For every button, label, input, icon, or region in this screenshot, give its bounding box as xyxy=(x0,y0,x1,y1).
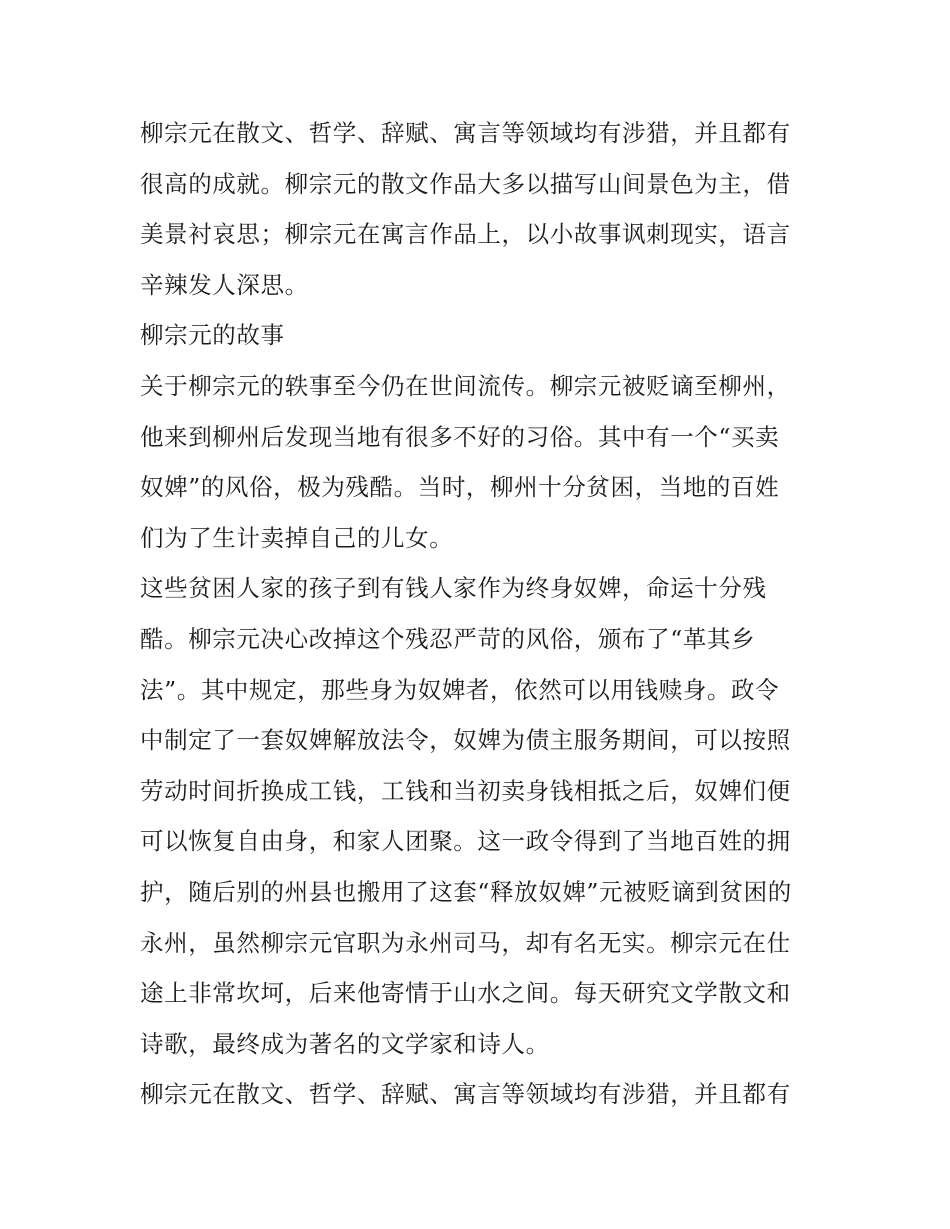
paragraph-reform xyxy=(140,563,820,1069)
section-heading xyxy=(140,310,820,361)
text-line: 很高的成就。柳宗元的散文作品大多以描写山间景色为主，借 xyxy=(140,169,791,198)
text-line: 途上非常坎坷，后来他寄情于山水之间。每天研究文学散文和 xyxy=(140,979,791,1008)
text-line: 永州，虽然柳宗元官职为永州司马，却有名无实。柳宗元在仕 xyxy=(140,928,791,957)
text-line: 柳宗元在散文、哲学、辞赋、寓言等领域均有涉猎，并且都有 xyxy=(140,119,791,147)
text-line: 辛辣发人深思。 xyxy=(140,270,309,299)
text-line: 法”。其中规定，那些身为奴婢者，依然可以用钱赎身。政令 xyxy=(140,675,780,704)
text-line: 护，随后别的州县也搬用了这套“释放奴婢”元被贬谪到贫困的 xyxy=(140,877,792,906)
text-line: 劳动时间折换成工钱，工钱和当初卖身钱相抵之后，奴婢们便 xyxy=(140,776,791,805)
text-line: 这些贫困人家的孩子到有钱人家作为终身奴婢，命运十分残 xyxy=(140,574,767,603)
document-page xyxy=(140,108,820,1120)
text-line: 奴婢”的风俗，极为残酷。当时，柳州十分贫困，当地的百姓 xyxy=(140,473,780,502)
paragraph-repeat xyxy=(140,1069,820,1120)
text-line: 中制定了一套奴婢解放法令，奴婢为债主服务期间，可以按照 xyxy=(140,726,791,755)
text-line: 酷。柳宗元决心改掉这个残忍严苛的风俗，颁布了“革其乡 xyxy=(140,624,756,653)
paragraph-anecdote xyxy=(140,361,820,563)
text-line: 柳宗元在散文、哲学、辞赋、寓言等领域均有涉猎，并且都有 xyxy=(140,1080,791,1109)
paragraph-intro xyxy=(140,108,820,310)
text-line: 们为了生计卖掉自己的儿女。 xyxy=(140,523,454,552)
text-line: 他来到柳州后发现当地有很多不好的习俗。其中有一个“买卖 xyxy=(140,422,780,451)
text-line: 诗歌，最终成为著名的文学家和诗人。 xyxy=(140,1029,550,1058)
text-line: 美景衬哀思；柳宗元在寓言作品上，以小故事讽刺现实，语言 xyxy=(140,220,791,249)
heading-line: 柳宗元的故事 xyxy=(140,321,285,350)
text-line: 可以恢复自由身，和家人团聚。这一政令得到了当地百姓的拥 xyxy=(140,827,791,856)
text-line: 关于柳宗元的轶事至今仍在世间流传。柳宗元被贬谪至柳州， xyxy=(140,371,791,400)
